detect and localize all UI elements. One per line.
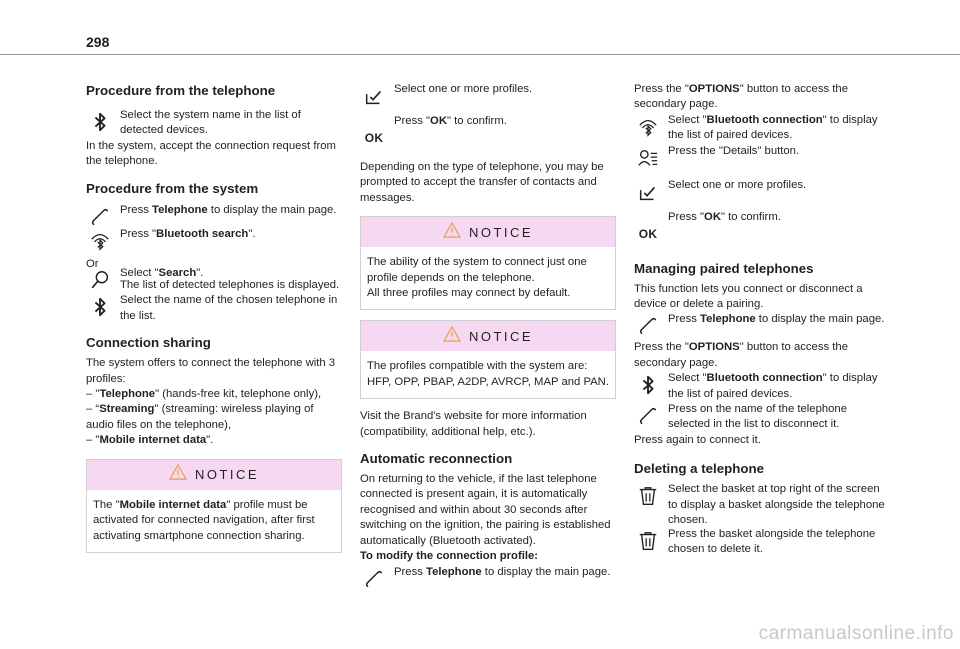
step-select-system-name: Select the system name in the list of detected devices. xyxy=(86,108,342,139)
profile-mobile-data: – "Mobile internet data". xyxy=(86,434,214,447)
or-label: Or xyxy=(86,257,99,270)
basket-icon xyxy=(634,527,662,555)
heading-connection-sharing: Connection sharing xyxy=(86,335,211,351)
auto-reconnection-text: On returning to the vehicle, if the last telephone connected is present again, it is automatically recognised and within about 30 seconds after switching on the ignition, the pairing is established automatically (Bluetooth activated). xyxy=(360,473,611,547)
step-select-basket: Select the basket at top right of the screen to display a basket alongside the telephone chosen. xyxy=(634,482,890,528)
profile-streaming: – “Streaming" (streaming: wireless playing of audio files on the telephone), xyxy=(86,403,314,431)
step-bluetooth-connection: Select "Bluetooth connection" to display the list of paired devices. xyxy=(634,371,890,402)
press-again-text: Press again to connect it. xyxy=(634,433,761,446)
step-delete-basket: Press the basket alongside the telephone chosen to delete it. xyxy=(634,527,890,558)
step-select-profiles: Select one or more profiles. xyxy=(634,178,890,206)
heading-deleting-telephone: Deleting a telephone xyxy=(634,461,765,477)
step-press-ok: OK Press "OK" to confirm. xyxy=(360,114,616,152)
ok-icon: OK xyxy=(638,226,658,241)
notice-title: NOTICE xyxy=(194,467,260,483)
warning-triangle-icon xyxy=(169,464,195,485)
options-text: Press the "OPTIONS" button to access the secondary page. xyxy=(634,341,848,369)
heading-managing-paired: Managing paired telephones xyxy=(634,260,814,276)
step-press-telephone: Press Telephone to display the main page. xyxy=(634,312,890,340)
sharing-intro: The system offers to connect the telephone with 3 profiles: xyxy=(86,357,336,385)
step-select-profiles: Select one or more profiles. xyxy=(360,82,616,110)
options-text: Press the "OPTIONS" button to access the secondary page. xyxy=(634,83,848,111)
notice-title: NOTICE xyxy=(468,328,534,344)
notice-title: NOTICE xyxy=(468,224,534,240)
step-bluetooth-search: Press "Bluetooth search". xyxy=(86,227,342,255)
profile-telephone: – "Telephone" (hands-free kit, telephone only), xyxy=(86,388,322,401)
bluetooth-search-icon xyxy=(634,113,662,141)
notice-text: All three profiles may connect by default. xyxy=(367,287,571,300)
step-select-phone-name: Select the name of the chosen telephone in the list. xyxy=(86,293,342,324)
heading-automatic-reconnection: Automatic reconnection xyxy=(360,451,513,467)
notice-box xyxy=(360,216,616,310)
heading-procedure-telephone: Procedure from the telephone xyxy=(86,83,276,98)
basket-icon xyxy=(634,482,662,510)
telephone-icon xyxy=(360,565,388,593)
notice-box xyxy=(86,459,342,553)
notice-text: The profiles compatible with the system are: HFP, OPP, PBAP, A2DP, AVRCP, MAP and PAN. xyxy=(367,360,609,388)
details-icon xyxy=(634,144,662,172)
column-3 xyxy=(634,82,890,557)
telephone-icon xyxy=(634,312,662,340)
header-divider xyxy=(0,54,960,55)
bluetooth-icon xyxy=(86,293,114,321)
heading-procedure-system: Procedure from the system xyxy=(86,180,259,196)
search-icon xyxy=(86,266,114,294)
notice-text: The ability of the system to connect just one profile depends on the telephone. xyxy=(367,256,587,284)
bluetooth-search-icon xyxy=(86,227,114,255)
step-bluetooth-connection: Select "Bluetooth connection" to display the list of paired devices. xyxy=(634,113,890,144)
warning-triangle-icon xyxy=(443,222,469,243)
step-details-button: Press the "Details" button. xyxy=(634,144,890,172)
step-press-ok: OK Press "OK" to confirm. xyxy=(634,210,890,248)
step-select-search: Select "Search". xyxy=(86,266,342,294)
depending-text: Depending on the type of telephone, you may be prompted to accept the transfer of contacts and messages. xyxy=(360,161,604,204)
step-press-telephone: Press Telephone to display the main page. xyxy=(360,565,616,593)
list-displayed: The list of detected telephones is displayed. xyxy=(120,279,340,292)
warning-triangle-icon xyxy=(443,326,469,347)
ok-icon: OK xyxy=(364,131,384,145)
checkbox-icon xyxy=(360,82,388,110)
page-number: 298 xyxy=(86,34,110,50)
step-press-telephone: Press Telephone to display the main page. xyxy=(86,203,342,231)
notice-box xyxy=(360,320,616,399)
visit-website-text: Visit the Brand's website for more information (compatibility, additional help, etc.). xyxy=(360,410,587,438)
bluetooth-icon xyxy=(634,371,662,399)
notice-text: The "Mobile internet data" profile must be activated for connected navigation, after first activating smartphone connection sharing. xyxy=(93,498,315,542)
watermark: carmanualsonline.info xyxy=(758,623,954,644)
phone-step-accept: In the system, accept the connection request from the telephone. xyxy=(86,139,336,168)
bluetooth-icon xyxy=(86,108,114,136)
managing-intro: This function lets you connect or disconnect a device or delete a pairing. xyxy=(634,282,863,311)
modify-profile-label: To modify the connection profile: xyxy=(360,550,539,563)
checkbox-icon xyxy=(634,178,662,206)
step-press-name: Press on the name of the telephone selected in the list to disconnect it. xyxy=(634,402,890,433)
column-2 xyxy=(360,82,616,593)
column-1 xyxy=(86,82,342,563)
telephone-icon xyxy=(634,402,662,430)
